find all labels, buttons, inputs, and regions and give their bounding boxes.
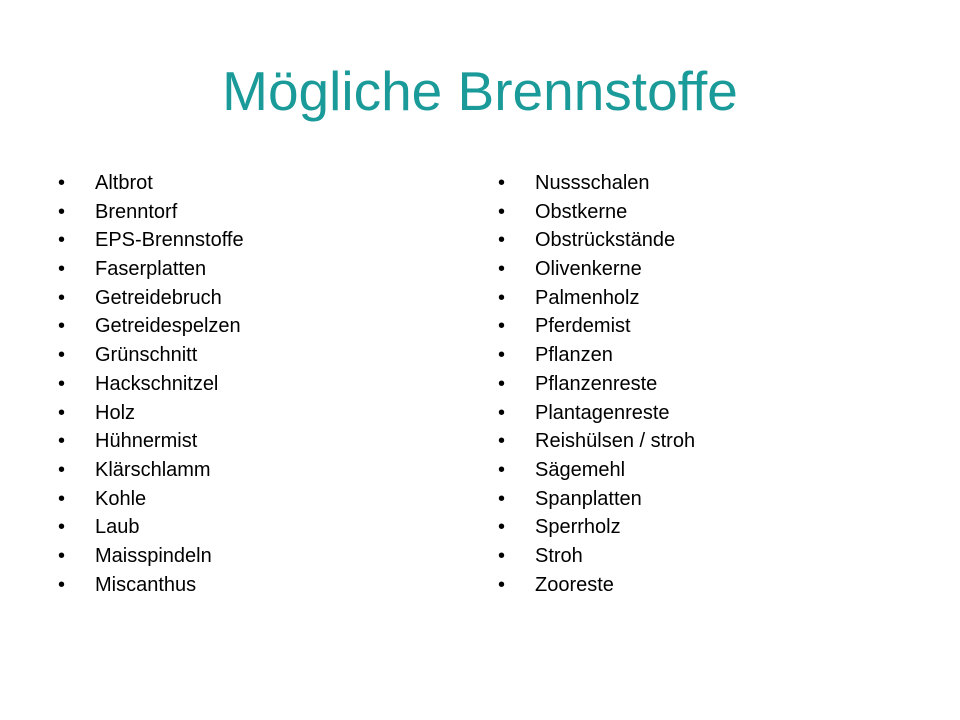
bullet-icon: •	[498, 258, 506, 281]
bullet-icon: •	[58, 430, 66, 453]
list-item	[58, 399, 438, 428]
bullet-icon: •	[58, 372, 66, 395]
slide-title: Mögliche Brennstoffe	[222, 60, 738, 122]
list-item	[498, 571, 918, 600]
list-item	[498, 513, 918, 542]
list-item-label: Pflanzen	[535, 344, 613, 367]
list-item	[58, 198, 438, 227]
bullet-icon: •	[58, 516, 66, 539]
bullet-icon: •	[498, 458, 506, 481]
bullet-icon: •	[498, 229, 506, 252]
list-item	[58, 226, 438, 255]
bullet-icon: •	[498, 516, 506, 539]
list-item	[498, 485, 918, 514]
list-item	[498, 399, 918, 428]
list-item	[498, 542, 918, 571]
bullet-icon: •	[498, 344, 506, 367]
list-item-label: Maisspindeln	[95, 544, 212, 567]
bullet-icon: •	[58, 200, 66, 223]
bullet-icon: •	[498, 172, 506, 194]
list-item	[58, 370, 438, 399]
bullet-icon: •	[58, 172, 66, 194]
bullet-icon: •	[58, 487, 66, 510]
list-item-label: Altbrot	[95, 172, 153, 194]
list-item	[498, 427, 918, 456]
list-item	[498, 169, 918, 198]
list-item-label: Pflanzenreste	[535, 372, 658, 395]
list-item-label: Sägemehl	[535, 458, 626, 481]
list-item-label: Faserplatten	[95, 258, 207, 281]
list-item	[58, 255, 438, 284]
list-item-label: Miscanthus	[95, 573, 197, 596]
bullet-icon: •	[58, 544, 66, 567]
list-item-label: EPS-Brennstoffe	[95, 229, 244, 252]
list-item	[498, 312, 918, 341]
list-item	[58, 513, 438, 542]
list-item-label: Grünschnitt	[95, 344, 198, 367]
list-item	[58, 312, 438, 341]
list-item	[58, 341, 438, 370]
list-item	[58, 571, 438, 600]
list-item-label: Obstkerne	[535, 200, 628, 223]
list-item-label: Zooreste	[535, 573, 614, 596]
bullet-icon: •	[498, 430, 506, 453]
bullet-icon: •	[58, 458, 66, 481]
list-item-label: Olivenkerne	[535, 258, 642, 281]
list-item	[58, 542, 438, 571]
bullet-icon: •	[58, 315, 66, 338]
list-item-label: Kohle	[95, 487, 147, 510]
bullet-icon: •	[498, 487, 506, 510]
list-item-label: Getreidebruch	[95, 286, 222, 309]
bullet-icon: •	[58, 401, 66, 424]
bullet-icon: •	[58, 258, 66, 281]
list-item-label: Brenntorf	[95, 200, 178, 223]
list-item	[58, 169, 438, 198]
list-item-label: Hühnermist	[95, 430, 198, 453]
list-item-label: Hackschnitzel	[95, 372, 219, 395]
list-item-label: Spanplatten	[535, 487, 642, 510]
list-item	[498, 255, 918, 284]
fuel-list-left	[58, 169, 438, 599]
list-item-label: Sperrholz	[535, 516, 621, 539]
list-item-label: Klärschlamm	[95, 458, 211, 481]
list-item-label: Getreidespelzen	[95, 315, 241, 338]
list-item-label: Laub	[95, 516, 140, 539]
list-item-label: Holz	[95, 401, 136, 424]
list-item	[58, 284, 438, 313]
list-item-label: Nussschalen	[535, 172, 650, 194]
list-item	[498, 341, 918, 370]
list-item	[498, 370, 918, 399]
list-item-label: Plantagenreste	[535, 401, 670, 424]
list-item	[58, 485, 438, 514]
list-item-label: Obstrückstände	[535, 229, 676, 252]
bullet-icon: •	[58, 229, 66, 252]
list-item	[58, 456, 438, 485]
list-item-label: Stroh	[535, 544, 583, 567]
bullet-icon: •	[498, 200, 506, 223]
fuel-list-right	[498, 169, 918, 599]
bullet-icon: •	[498, 286, 506, 309]
list-item-label: Palmenholz	[535, 286, 640, 309]
bullet-icon: •	[58, 573, 66, 596]
bullet-icon: •	[498, 372, 506, 395]
bullet-icon: •	[498, 315, 506, 338]
list-item	[498, 198, 918, 227]
list-item	[498, 284, 918, 313]
bullet-icon: •	[498, 573, 506, 596]
bullet-icon: •	[58, 344, 66, 367]
list-item	[58, 427, 438, 456]
bullet-icon: •	[498, 544, 506, 567]
list-item	[498, 456, 918, 485]
list-item	[498, 226, 918, 255]
list-item-label: Pferdemist	[535, 315, 631, 338]
bullet-icon: •	[58, 286, 66, 309]
bullet-icon: •	[498, 401, 506, 424]
list-item-label: Reishülsen / stroh	[535, 430, 696, 453]
